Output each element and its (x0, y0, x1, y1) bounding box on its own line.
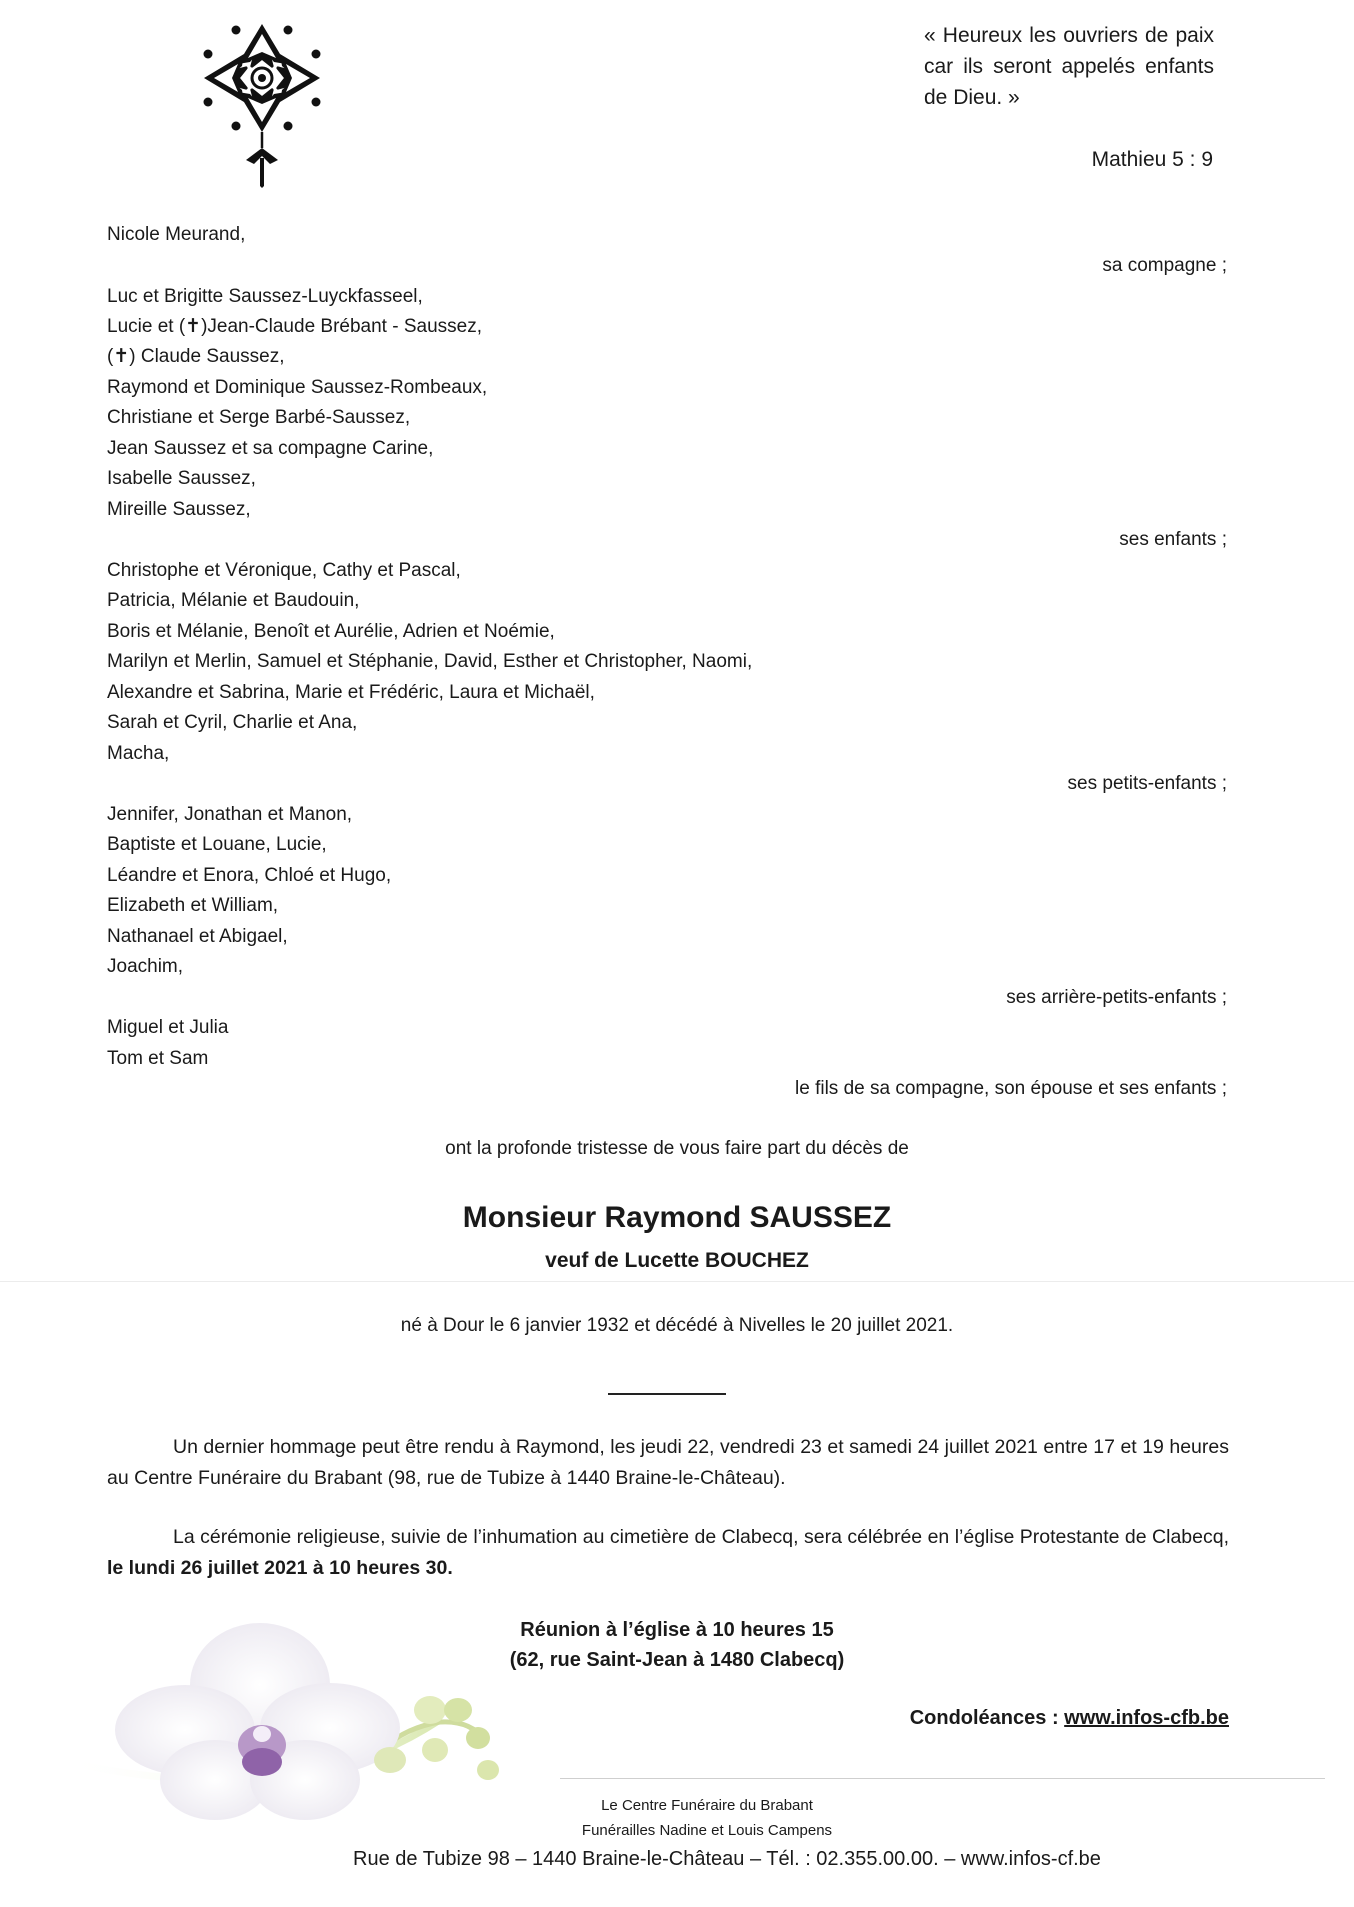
grandchild-line: Boris et Mélanie, Benoît et Aurélie, Adrien et Noémie, (107, 621, 555, 642)
meeting-address: (62, rue Saint-Jean à 1480 Clabecq) (509, 1649, 845, 1671)
grandchild-line: Christophe et Véronique, Cathy et Pascal, (107, 560, 461, 581)
footer-contact: Rue de Tubize 98 – 1440 Braine-le-Château – Tél. : 02.355.00.00. – www.infos-cf.be (353, 1848, 1101, 1870)
children-role: ses enfants ; (1119, 529, 1227, 550)
great-grandchild-line: Jennifer, Jonathan et Manon, (107, 804, 353, 825)
huguenot-cross-icon (198, 18, 326, 188)
ceremony-date: le lundi 26 juillet 2021 à 10 heures 30. (107, 1557, 453, 1579)
separator-rule (608, 1393, 726, 1395)
footer-company: Le Centre Funéraire du Brabant (601, 1797, 813, 1814)
companion-role: sa compagne ; (1102, 255, 1227, 276)
condolences-label: Condoléances : (909, 1707, 1065, 1729)
footer-owners: Funérailles Nadine et Louis Campens (581, 1822, 833, 1839)
footer-divider (560, 1778, 1325, 1779)
grandchild-line: Macha, (107, 743, 170, 764)
ceremony-text: La cérémonie religieuse, suivie de l’inhumation au cimetière de Clabecq, sera célébrée en l’église Protestante de Clabecq, (173, 1526, 1229, 1548)
stepfamily-role: le fils de sa compagne, son épouse et ses enfants ; (795, 1078, 1227, 1099)
grandchild-line: Marilyn et Merlin, Samuel et Stéphanie, David, Esther et Christopher, Naomi, (107, 651, 753, 672)
child-line: (✝) Claude Saussez, (107, 346, 285, 367)
condolences-link[interactable]: www.infos-cfb.be (1064, 1707, 1229, 1729)
grandchild-line: Alexandre et Sabrina, Marie et Frédéric, Laura et Michaël, (107, 682, 595, 703)
grandchild-line: Patricia, Mélanie et Baudouin, (107, 590, 360, 611)
grandchild-line: Sarah et Cyril, Charlie et Ana, (107, 712, 358, 733)
birth-death-dates: né à Dour le 6 janvier 1932 et décédé à Nivelles le 20 juillet 2021. (400, 1315, 954, 1336)
page-fold-divider (0, 1281, 1354, 1282)
great-grandchild-line: Joachim, (107, 956, 184, 977)
homage-paragraph: Un dernier hommage peut être rendu à Raymond, les jeudi 22, vendredi 23 et samedi 24 juillet 2021 entre 17 et 19 heures au Centre Funéraire du Brabant (98, rue de Tubize à 1440 Braine-le-Château). (107, 1436, 1229, 1489)
bible-quote: « Heureux les ouvriers de paix car ils seront appelés enfants de Dieu. » (924, 24, 1214, 109)
condolences-line (910, 1707, 1229, 1730)
great-grandchild-line: Nathanael et Abigael, (107, 926, 288, 947)
deceased-name: Monsieur Raymond SAUSSEZ (462, 1201, 892, 1234)
child-line: Luc et Brigitte Saussez-Luyckfasseel, (107, 286, 423, 307)
child-line: Lucie et (✝)Jean-Claude Brébant - Saussez, (107, 316, 482, 337)
companion-name: Nicole Meurand, (107, 224, 246, 245)
child-line: Isabelle Saussez, (107, 468, 256, 489)
child-line: Jean Saussez et sa compagne Carine, (107, 438, 434, 459)
announcement-intro: ont la profonde tristesse de vous faire part du décès de (445, 1138, 909, 1159)
widower-line: veuf de Lucette BOUCHEZ (545, 1249, 809, 1272)
ceremony-paragraph (107, 1522, 1229, 1584)
great-grandchild-line: Baptiste et Louane, Lucie, (107, 834, 327, 855)
child-line: Christiane et Serge Barbé-Saussez, (107, 407, 411, 428)
stepfamily-line: Miguel et Julia (107, 1017, 229, 1038)
child-line: Mireille Saussez, (107, 499, 251, 520)
stepfamily-line: Tom et Sam (107, 1048, 209, 1069)
bible-quote-reference: Mathieu 5 : 9 (1091, 148, 1213, 171)
great-grandchild-line: Elizabeth et William, (107, 895, 279, 916)
great-grandchild-line: Léandre et Enora, Chloé et Hugo, (107, 865, 392, 886)
meeting-time: Réunion à l’église à 10 heures 15 (520, 1619, 834, 1641)
child-line: Raymond et Dominique Saussez-Rombeaux, (107, 377, 488, 398)
great-grandchildren-role: ses arrière-petits-enfants ; (1006, 987, 1227, 1008)
grandchildren-role: ses petits-enfants ; (1067, 773, 1227, 794)
